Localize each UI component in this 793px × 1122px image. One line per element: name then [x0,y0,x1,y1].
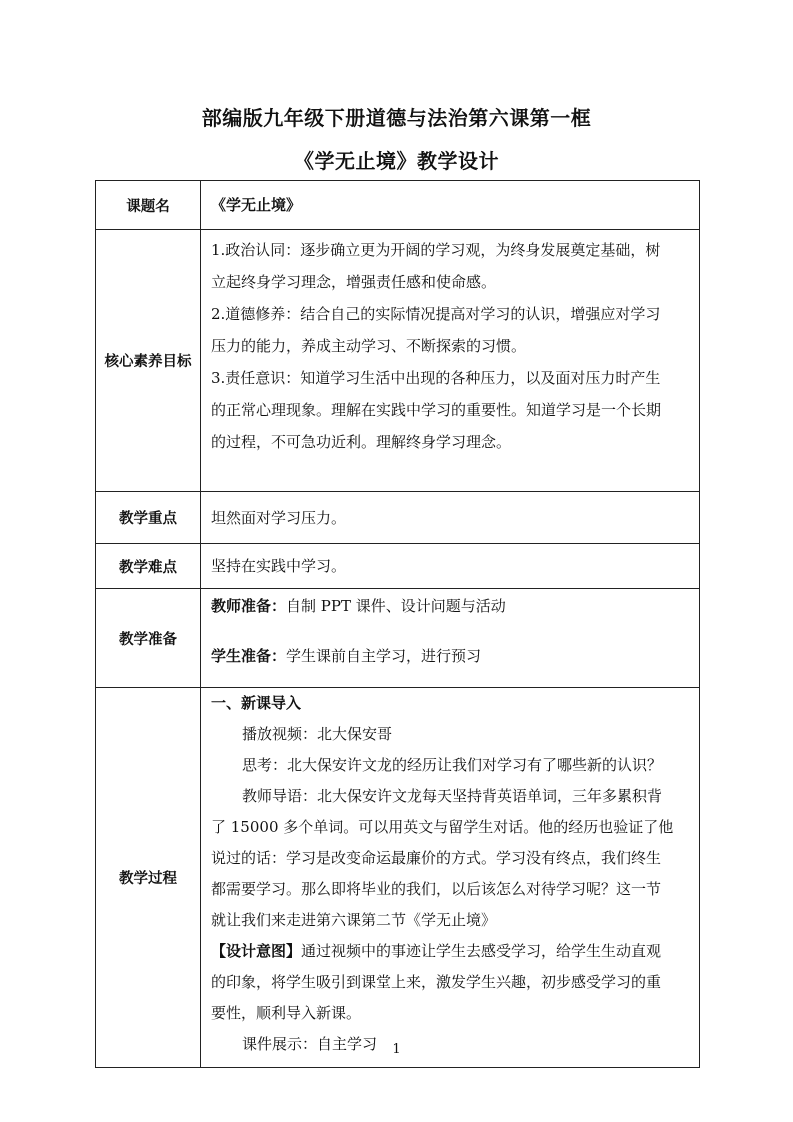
lesson-plan-table [95,180,700,1068]
difficulty-label: 教学难点 [96,544,201,589]
topic-label: 课题名 [96,181,201,230]
preparation-label: 教学准备 [96,589,201,688]
process-section-heading: 一、新课导入 [211,694,302,712]
table-row-difficulty [96,544,700,589]
process-content [201,688,700,1068]
goals-line: 的正常心理现象。理解在实践中学习的重要性。知道学习是一个长期 [211,401,662,419]
table-row-preparation [96,589,700,688]
teacher-prep-label: 教师准备： [211,597,287,615]
design-intent-text: 通过视频中的事迹让学生去感受学习，给学生生动直观 [301,942,662,960]
process-intent-line: 要性，顺利导入新课。 [211,1004,362,1022]
goals-line: 2.道德修养：结合自己的实际情况提高对学习的认识，增强应对学习 [211,305,661,323]
preparation-content [201,589,700,688]
process-guide-line: 就让我们来走进第六课第二节《学无止境》 [211,911,497,929]
process-think-line: 思考：北大保安许文龙的经历让我们对学习有了哪些新的认识？ [242,756,663,774]
table-row-process [96,688,700,1068]
spacer [211,619,695,643]
goals-line: 1.政治认同：逐步确立更为开阔的学习观，为终身发展奠定基础，树 [211,241,661,259]
document-title-line-1: 部编版九年级下册道德与法治第六课第一框 [201,106,592,130]
document-title-line-2: 《学无止境》教学设计 [294,149,499,173]
topic-value-text: 《学无止境》 [211,196,302,214]
student-prep-line [211,643,695,669]
design-intent-label: 【设计意图】 [211,942,302,960]
difficulty-value: 坚持在实践中学习。 [201,544,700,589]
goals-content [201,230,700,492]
process-guide-line: 教师导语：北大保安许文龙每天坚持背英语单词，三年多累积背 [242,787,663,805]
goals-line: 的过程，不可急功近利。理解终身学习理念。 [211,433,512,451]
key-point-value: 坦然面对学习压力。 [201,492,700,544]
process-label: 教学过程 [96,688,201,1068]
topic-value [201,181,700,230]
goals-label: 核心素养目标 [96,230,201,492]
teacher-prep-value: 自制 PPT 课件、设计问题与活动 [286,597,506,615]
student-prep-value: 学生课前自主学习，进行预习 [286,647,482,665]
table-row-key-point [96,492,700,544]
process-guide-line: 了 15000 多个单词。可以用英文与留学生对话。他的经历也验证了他 [211,818,674,836]
process-guide-line: 说过的话：学习是改变命运最廉价的方式。学习没有终点，我们终生 [211,849,662,867]
key-point-label: 教学重点 [96,492,201,544]
process-guide-line: 都需要学习。那么即将毕业的我们，以后该怎么对待学习呢？这一节 [211,880,662,898]
process-intent-line: 的印象，将学生吸引到课堂上来，激发学生兴趣，初步感受学习的重 [211,973,662,991]
goals-line: 立起终身学习理念，增强责任感和使命感。 [211,273,497,291]
process-courseware-line: 课件展示：自主学习 [242,1035,378,1053]
goals-line: 3.责任意识：知道学习生活中出现的各种压力，以及面对压力时产生 [211,369,661,387]
goals-line: 压力的能力，养成主动学习、不断探索的习惯。 [211,337,527,355]
table-row-topic [96,181,700,230]
page-number: 1 [392,1042,401,1057]
teacher-prep-line [211,593,695,619]
process-intent-line [211,936,695,967]
process-video-line: 播放视频：北大保安哥 [242,725,393,743]
table-row-goals [96,230,700,492]
student-prep-label: 学生准备： [211,647,287,665]
